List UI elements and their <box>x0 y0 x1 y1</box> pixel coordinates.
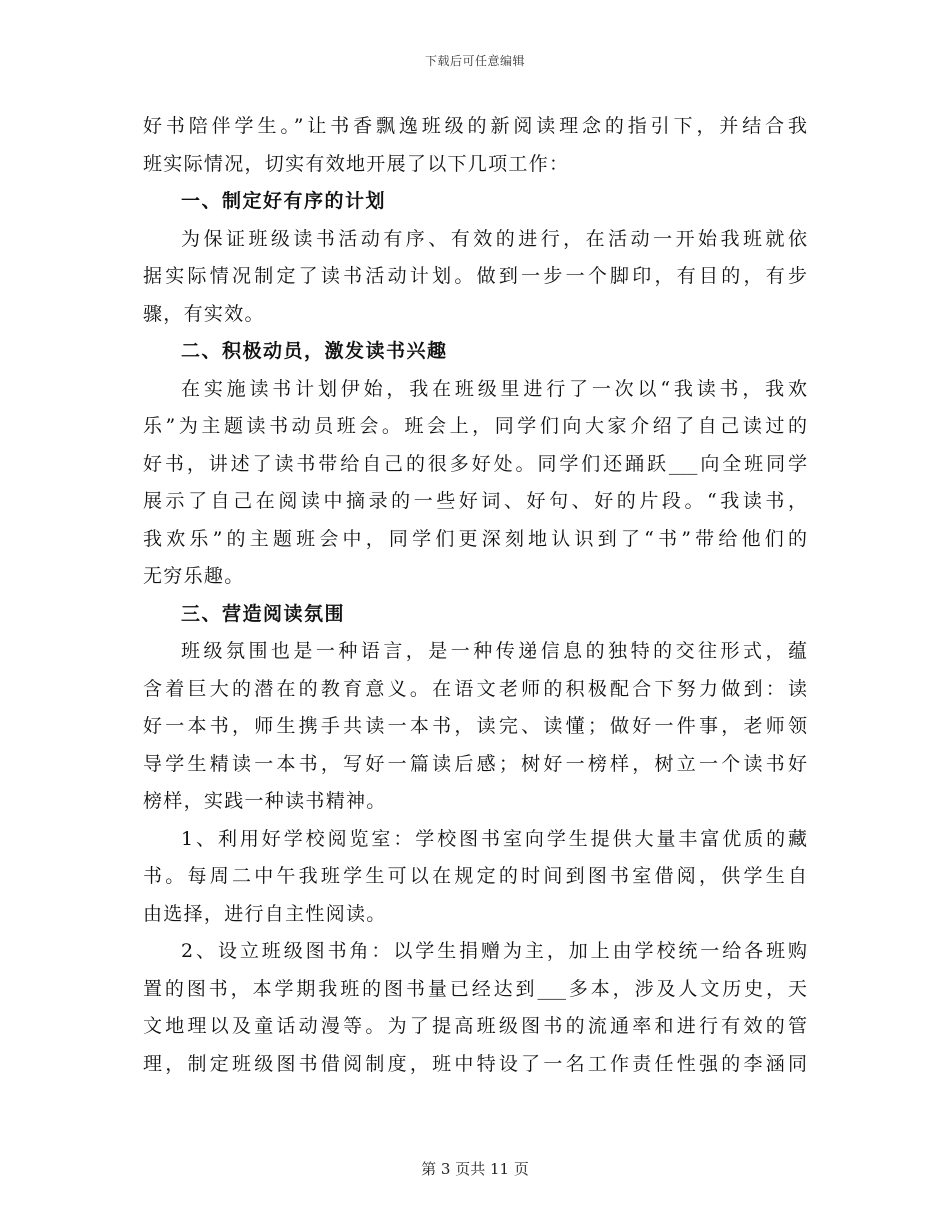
paragraph-line: 我欢乐”的主题班会中，同学们更深刻地认识到了“书”带给他们的 <box>143 527 807 550</box>
paragraph-line: 班级氛围也是一种语言，是一种传递信息的独特的交往形式，蕴 <box>181 640 807 662</box>
paragraph-line: 榜样，实践一种读书精神。 <box>143 790 387 812</box>
paragraph-line: 乐”为主题读书动员班会。班会上，同学们向大家介绍了自己读过的 <box>143 415 807 437</box>
paragraph-line: 1、利用好学校阅览室：学校图书室向学生提供大量丰富优质的藏 <box>181 827 807 850</box>
paragraph-line: 骤，有实效。 <box>143 302 265 325</box>
page-number: 第 3 页共 11 页 <box>421 1160 529 1178</box>
paragraph-line: 好书陪伴学生。”让书香飘逸班级的新阅读理念的指引下，并结合我 <box>143 115 807 137</box>
paragraph-line: 班实际情况，切实有效地开展了以下几项工作： <box>143 152 570 175</box>
section-heading-3: 三、营造阅读氛围 <box>181 602 346 625</box>
paragraph-line: 展示了自己在阅读中摘录的一些好词、好句、好的片段。“我读书， <box>143 490 807 512</box>
paragraph-line: 2、设立班级图书角：以学生捐赠为主，加上由学校统一给各班购 <box>181 940 807 962</box>
paragraph-line: 无穷乐趣。 <box>143 565 245 587</box>
section-heading-2: 二、积极动员，激发读书兴趣 <box>181 340 448 362</box>
paragraph-line: 在实施读书计划伊始，我在班级里进行了一次以“我读书，我欢 <box>181 377 807 400</box>
paragraph-line: 由选择，进行自主性阅读。 <box>143 902 387 925</box>
paragraph-line: 好一本书，师生携手共读一本书，读完、读懂；做好一件事，老师领 <box>143 715 807 737</box>
paragraph-line: 书。每周二中午我班学生可以在规定的时间到图书室借阅，供学生自 <box>143 865 807 887</box>
paragraph-line: 文地理以及童话动漫等。为了提高班级图书的流通率和进行有效的管 <box>143 1015 807 1037</box>
paragraph-line: 置的图书，本学期我班的图书量已经达到___多本，涉及人文历史，天 <box>143 977 807 1000</box>
section-heading-1: 一、制定好有序的计划 <box>181 190 387 212</box>
page-header-note: 下载后可任意编辑 <box>424 54 525 68</box>
document-body <box>143 108 807 1083</box>
paragraph-line: 好书，讲述了读书带给自己的很多好处。同学们还踊跃___向全班同学 <box>143 452 807 475</box>
paragraph-line: 为保证班级读书活动有序、有效的进行，在活动一开始我班就依 <box>181 227 807 250</box>
paragraph-line: 理，制定班级图书借阅制度，班中特设了一名工作责任性强的李涵同 <box>143 1052 807 1075</box>
paragraph-line: 含着巨大的潜在的教育意义。在语文老师的积极配合下努力做到：读 <box>143 677 807 700</box>
paragraph-line: 导学生精读一本书，写好一篇读后感；树好一榜样，树立一个读书好 <box>143 752 807 775</box>
paragraph-line: 据实际情况制定了读书活动计划。做到一步一个脚印，有目的，有步 <box>143 265 807 287</box>
